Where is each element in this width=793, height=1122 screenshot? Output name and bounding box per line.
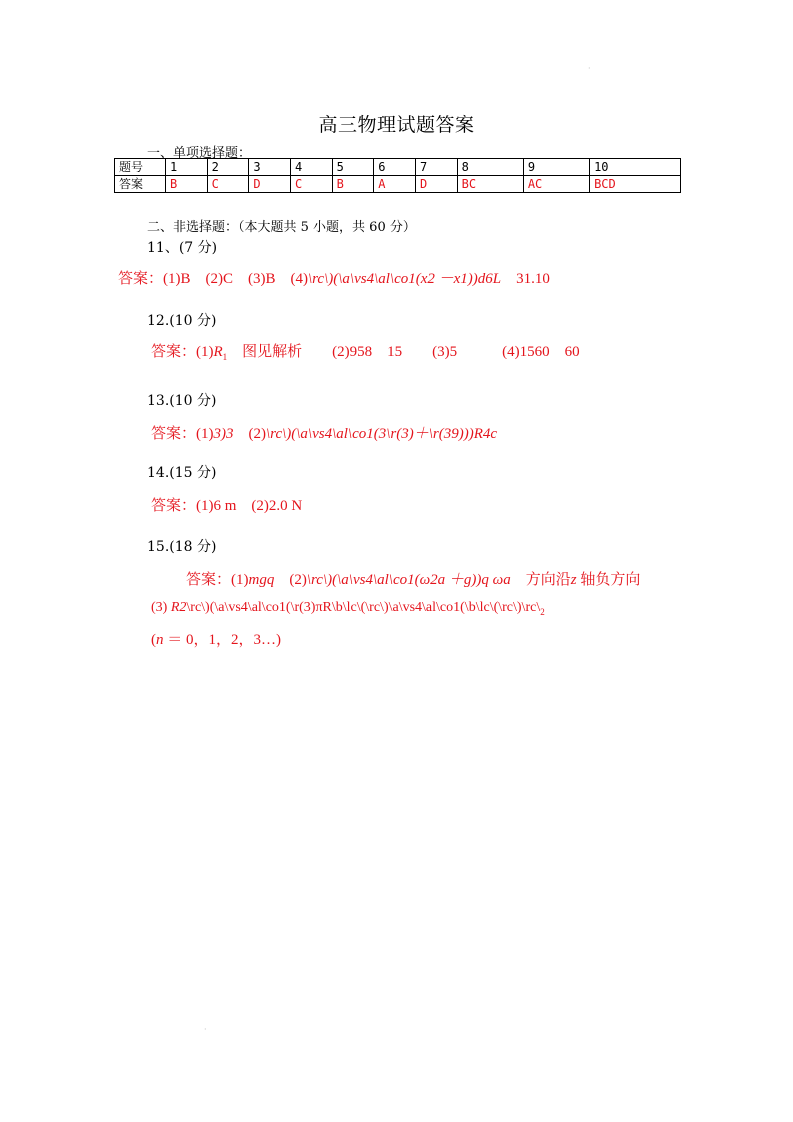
- q15-answer-line-2: [151, 600, 545, 617]
- q11-answer-text: 答案：(1)B (2)C (3)B (4): [118, 271, 308, 287]
- table-cell: 9: [523, 159, 589, 176]
- table-cell: C: [207, 176, 249, 193]
- q15-part-3: (3): [151, 600, 171, 615]
- q13-answer: [151, 422, 497, 443]
- row-label-number: 题号: [115, 159, 166, 176]
- q15-formula-2: \rc\)(\a\vs4\al\co1(\r(3)πR\b\lc\(\rc\)\a\vs4\al\co1(\b\lc\(\rc\)\rc\: [186, 600, 541, 615]
- table-cell: 7: [415, 159, 457, 176]
- q15-n: n: [156, 632, 164, 648]
- q15-n-open: (: [151, 632, 156, 648]
- q15-axis: z: [570, 572, 577, 588]
- q15-direction-rest: 轴负方向: [576, 572, 641, 588]
- q14-heading: 14.(15 分): [147, 465, 217, 481]
- table-cell: BCD: [590, 176, 681, 193]
- table-cell: A: [374, 176, 416, 193]
- q12-answer-rest: 图见解析 (2)958 15 (3)5 (4)1560 60: [227, 344, 580, 360]
- q13-part-2: (2): [233, 426, 266, 442]
- speck: ·: [204, 1025, 207, 1034]
- q15-direction-text: 方向沿: [510, 572, 571, 588]
- section-1-heading: 一、单项选择题：: [147, 146, 252, 161]
- table-cell: B: [166, 176, 208, 193]
- section-2-heading: 二、非选择题：（本大题共 5 小题，共 60 分）: [147, 220, 416, 235]
- table-cell: 1: [166, 159, 208, 176]
- row-label-answer: 答案: [115, 176, 166, 193]
- q12-subscript: 1: [222, 352, 228, 362]
- q15-part-2: (2): [274, 572, 307, 588]
- q13-answer-text: 答案：(1): [151, 426, 214, 442]
- q12-heading: 12.(10 分): [147, 313, 217, 329]
- answer-table: [114, 158, 681, 193]
- q12-answer: [151, 340, 580, 362]
- q15-heading: 15.(18 分): [147, 539, 217, 555]
- table-cell: AC: [523, 176, 589, 193]
- table-cell: B: [332, 176, 374, 193]
- q13-formula: \rc\)(\a\vs4\al\co1(3\r(3)＋\r(39)))R4c: [266, 426, 498, 442]
- q13-heading: 13.(10 分): [147, 393, 217, 409]
- q15-n-values: ＝ 0，1，2，3…): [163, 632, 281, 648]
- page-title: 高三物理试题答案: [318, 114, 475, 136]
- table-row-numbers: [115, 159, 681, 176]
- speck: ·: [588, 64, 591, 73]
- q13-value-1: 3)3: [213, 426, 234, 442]
- table-cell: D: [249, 176, 291, 193]
- q15-mgq: mgq: [248, 572, 275, 588]
- q12-symbol: R: [213, 344, 223, 360]
- table-cell: D: [415, 176, 457, 193]
- q15-answer-text: 答案：(1): [186, 572, 249, 588]
- q15-answer-line-3: [151, 628, 281, 649]
- q15-subscript: 2: [540, 606, 545, 617]
- table-cell: 4: [290, 159, 332, 176]
- q14-answer: 答案：(1)6 m (2)2.0 N: [151, 498, 303, 514]
- q11-heading: 11、(7 分): [147, 240, 218, 256]
- q15-formula-1: \rc\)(\a\vs4\al\co1(ω2a ＋g))q ωa: [306, 572, 511, 588]
- q15-answer-line-1: [186, 568, 640, 589]
- q11-formula: \rc\)(\a\vs4\al\co1(x2 －x1))d6L: [307, 271, 502, 287]
- q11-answer: [118, 267, 550, 288]
- table-cell: 5: [332, 159, 374, 176]
- q12-answer-text: 答案：(1): [151, 344, 214, 360]
- table-cell: 2: [207, 159, 249, 176]
- table-cell: 3: [249, 159, 291, 176]
- table-cell: C: [290, 176, 332, 193]
- table-cell: 6: [374, 159, 416, 176]
- table-cell: 10: [590, 159, 681, 176]
- q11-answer-value: 31.10: [501, 271, 550, 287]
- table-cell: BC: [457, 176, 523, 193]
- q15-r2: R2: [170, 600, 187, 615]
- table-row-answers: [115, 176, 681, 193]
- table-cell: 8: [457, 159, 523, 176]
